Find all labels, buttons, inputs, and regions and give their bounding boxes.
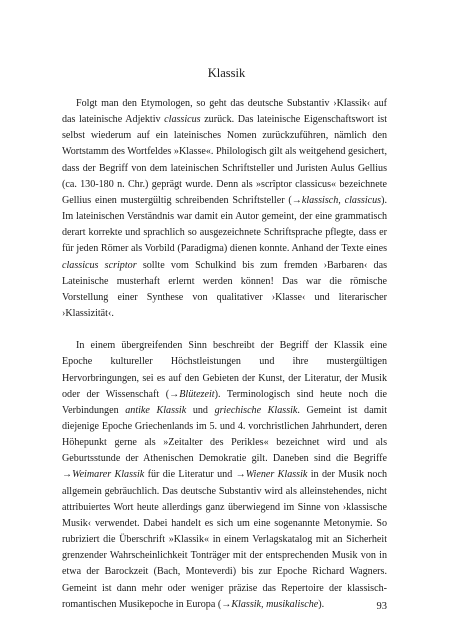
italic-term: →Blütezeit — [169, 388, 215, 400]
page-title: Klassik — [207, 66, 246, 80]
text-run: ). Terminologisch sind heute noch die Verbindungen — [62, 388, 388, 416]
text-run: In einem übergreifenden Sinn beschreibt der Begriff der Klassik eine Epoche kultureller Höchstleistungen und ihre mustergültigen Hervorbringungen, sei es auf den Gebieten der Kunst, der Literatur, der Musik oder der Wissenschaft ( — [62, 340, 387, 400]
italic-term: →Wiener Klassik — [235, 469, 308, 481]
paragraph-1 — [62, 96, 387, 322]
italic-term: →Klassik, musikalische — [221, 598, 319, 610]
italic-term: →klassisch, classicus — [291, 194, 382, 206]
text-run: für die Literatur und — [144, 469, 236, 481]
text-run: ). — [318, 598, 325, 610]
text-run: ). Im lateinischen Verständnis war damit ein Autor gemeint, der eine grammatisch derart korrekte und sprachlich so ausgezeichnete Schriftsprache pflegte, dass er für jeden Römer als Vorbild (Paradigma) dienen konnte. Anhand der Texte eines — [62, 194, 387, 255]
italic-term: antike Klassik — [125, 404, 187, 416]
text-run: in der Musik noch allgemein gebräuchlich. Das deutsche Substantiv wird als alleinstehendes, nicht attribuiertes Wort heute allerdings ganz überwiegend im Sinne von ›klassische Musik‹ verwendet. Dabei handelt es sich um eine sogenannte Metonymie. So rubriziert die Überschrift »Klassik« in einem Verlagskatalog mit an Sicherheit grenzender Wahrscheinlichkeit Tonträger mit der entsprechenden Musik von in etwa der Barockzeit (Bach, Monteverdi) bis zur Epoche Richard Wagners. Gemeint ist dann mehr oder weniger präzise das Repertoire der klassisch-romantischen Musikepoche in Europa ( — [62, 469, 387, 610]
italic-term: →Weimarer Klassik — [62, 469, 145, 481]
page-number: 93 — [376, 601, 387, 612]
italic-term: griechische Klassik — [214, 404, 298, 416]
italic-term: classicus scriptor — [62, 259, 137, 271]
italic-term: classicus — [164, 114, 201, 126]
text-run: sollte vom Schulkind bis zum fremden ›Barbaren‹ das Lateinische musterhaft erlernt werden können! Das war die römische Vorstellung einer Synthese von qualitativer ›Klasse‹ und literarischer ›Klassizität‹. — [62, 259, 388, 320]
paragraph-2 — [62, 338, 387, 613]
text-run: Folgt man den Etymologen, so geht das deutsche Substantiv ›Klassik‹ auf das lateinische Adjektiv — [62, 98, 387, 126]
text-run: zurück. Das lateinische Eigenschaftswort ist selbst wiederum auf ein lateinisches Nomen zurückzuführen, nämlich den Wortstamm des Wortfeldes »Klasse«. Philologisch gilt als weitgehend gesichert, dass der Begriff von dem lateinischen Schriftsteller und Juristen Aulus Gellius (ca. 130-180 n. Chr.) geprägt wurde. Denn als »scrîptor classicus« bezeichnete Gellius einen mustergültig schreibenden Schriftsteller ( — [62, 114, 388, 206]
body-text — [62, 96, 387, 613]
text-run: . Gemeint ist damit diejenige Epoche Griechenlands im 5. und 4. vorchristlichen Jahrhundert, deren Höhepunkt gerne als »Zeitalter des Perikles« bezeichnet wird und als Geburtsstunde der Athenischen Demokratie gilt. Daneben sind die Begriffe — [62, 404, 388, 465]
text-run: und — [186, 404, 215, 416]
